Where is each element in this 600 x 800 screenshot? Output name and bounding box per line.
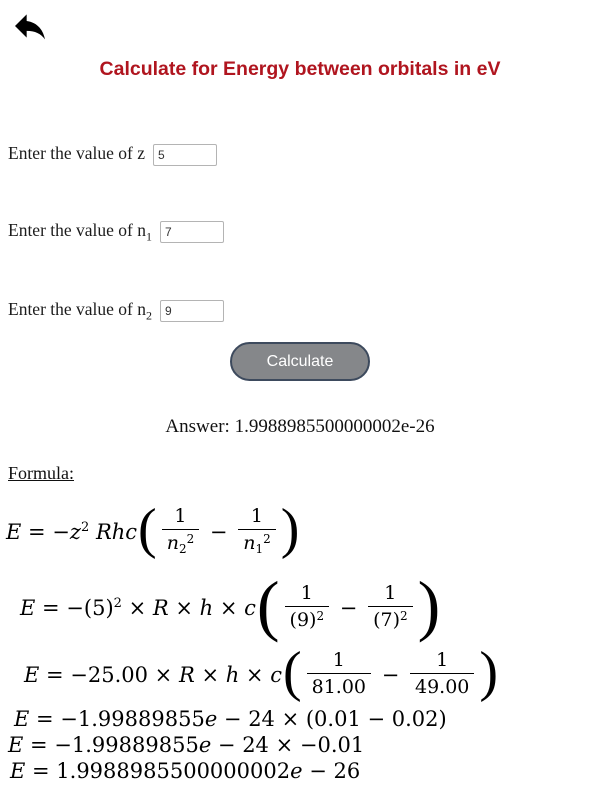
n2-input[interactable] [160, 300, 224, 322]
n2-label: Enter the value of $n_2$ [8, 298, 153, 323]
formula-line-5: E = −1.99889855e − 24 × −0.01 [8, 733, 365, 757]
answer-label: Answer: [165, 416, 230, 437]
input-row-n1 [8, 220, 224, 244]
formula-line-2: $E = -(5)^2 \times R \times h \times c$( $\frac{1}{(9)^2}$ − $\frac{1}{(7)^2}$ ) [20, 566, 441, 643]
formula-line-1: $E = -z^2$ Rhc( $\frac{1}{n_2^2}$ − $\frac{1}{n_1^2}$ ) [6, 497, 300, 560]
n1-input[interactable] [160, 221, 224, 243]
formula-heading: Formula: [8, 463, 74, 483]
z-label: Enter the value of z [8, 142, 146, 163]
formula-line-3: E = −25.00 × R × h × c( $\frac{1}{81.00}$ − $\frac{1}{49.00}$ ) [24, 640, 499, 703]
answer-text [0, 416, 600, 438]
answer-value: 1.9988985500000002e-26 [234, 416, 435, 437]
calculate-button[interactable]: Calculate [230, 342, 370, 381]
back-button[interactable] [6, 4, 54, 48]
formula-line-6: E = 1.9988985500000002e − 26 [10, 759, 361, 783]
n1-label: Enter the value of $n_1$ [8, 219, 153, 244]
input-row-z [8, 143, 217, 167]
formula-line-4: E = −1.99889855e − 24 × (0.01 − 0.02) [14, 707, 447, 731]
z-input[interactable] [153, 144, 217, 166]
input-row-n2 [8, 299, 224, 323]
back-arrow-icon [8, 6, 52, 46]
page-title: Calculate for Energy between orbitals in eV [99, 58, 501, 80]
formula-block [0, 492, 600, 784]
